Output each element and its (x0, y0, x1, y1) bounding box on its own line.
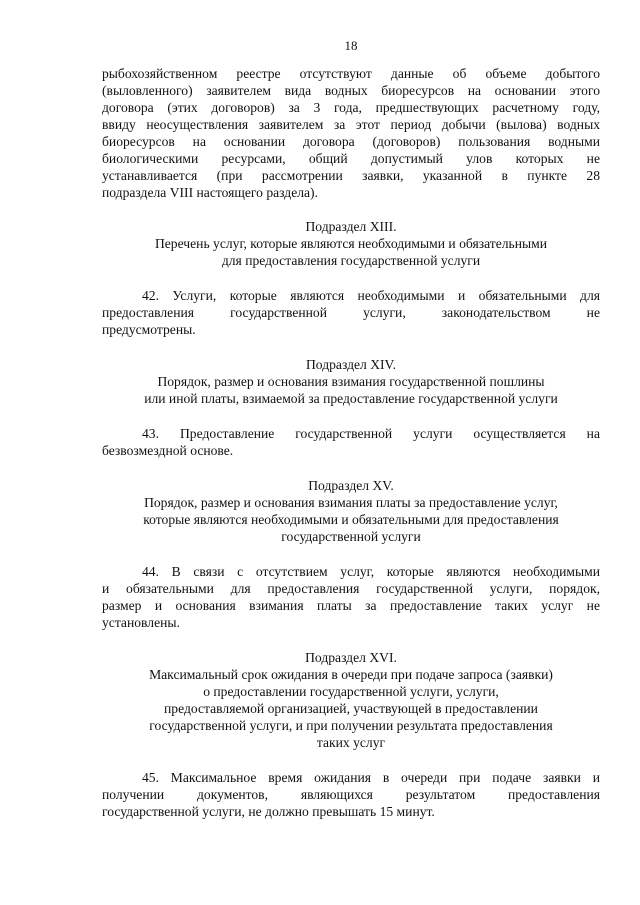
section-heading (102, 477, 600, 545)
section-title-line: для предоставления государственной услуги (221, 253, 481, 268)
paragraph-line: 42. Услуги, которые являются необходимыми и обязательными для (142, 288, 600, 303)
paragraph-line: предоставления государственной услуги, законодательством не (102, 305, 600, 320)
page-number: 18 (344, 38, 358, 53)
section-title-line: Максимальный срок ожидания в очереди при подаче запроса (заявки) (149, 667, 553, 682)
paragraph-line: ввиду неосуществления заявителем за этот период добычи (вылова) водных (102, 117, 600, 132)
subsection-label: Подраздел XIII. (305, 219, 397, 234)
paragraph-line: государственной услуги, не должно превышать 15 минут. (102, 804, 435, 819)
section-title-line: государственной услуги, и при получении результата предоставления (149, 718, 553, 733)
subsection-label: Подраздел XVI. (305, 650, 397, 665)
paragraph-line: рыбохозяйственном реестре отсутствуют данные об объеме добытого (102, 66, 600, 81)
paragraph-line: и обязательными для предоставления государственной услуги, порядок, (102, 581, 600, 596)
paragraph-line: 44. В связи с отсутствием услуг, которые являются необходимыми (142, 564, 600, 579)
section-title-line: или иной платы, взимаемой за предоставление государственной услуги (144, 391, 558, 406)
paragraph-line: (выловленного) заявителем вида водных биоресурсов на основании этого (102, 83, 600, 98)
section-title-line: которые являются необходимыми и обязательными для предоставления (143, 512, 559, 527)
section-title-line: Перечень услуг, которые являются необходимыми и обязательными (154, 236, 548, 251)
paragraph-43 (102, 425, 600, 459)
paragraph-line: предусмотрены. (102, 322, 196, 337)
section-title-line: Порядок, размер и основания взимания государственной пошлины (157, 374, 545, 389)
paragraph-line: биологическими ресурсами, общий допустимый улов которых не (102, 151, 600, 166)
continuation-paragraph (102, 65, 600, 201)
section-title-line: Порядок, размер и основания взимания платы за предоставление услуг, (144, 495, 558, 510)
section-title-line: государственной услуги (281, 529, 421, 544)
document-page (102, 38, 600, 820)
paragraph-line: 45. Максимальное время ожидания в очереди при подаче заявки и (142, 770, 600, 785)
paragraph-42 (102, 287, 600, 338)
paragraph-44 (102, 563, 600, 631)
section-title-line: о предоставлении государственной услуги, услуги, (203, 684, 499, 699)
paragraph-line: биоресурсов на основании договора (договоров) пользования водными (102, 134, 600, 149)
paragraph-45 (102, 769, 600, 820)
paragraph-line: устанавливается (при рассмотрении заявки, указанной в пункте 28 (102, 168, 600, 183)
paragraph-line: 43. Предоставление государственной услуги осуществляется на (142, 426, 600, 441)
subsection-label: Подраздел XIV. (305, 357, 397, 372)
paragraph-line: безвозмездной основе. (102, 443, 234, 458)
section-heading (102, 218, 600, 269)
paragraph-line: установлены. (102, 615, 180, 630)
paragraph-line: получении документов, являющихся результатом предоставления (102, 787, 600, 802)
section-heading (102, 356, 600, 407)
section-title-line: предоставляемой организацией, участвующей в предоставлении (164, 701, 538, 716)
paragraph-line: договора (этих договоров) за 3 года, предшествующих расчетному году, (102, 100, 600, 115)
paragraph-line: подраздела VIII настоящего раздела). (102, 185, 318, 200)
section-title-line: таких услуг (316, 735, 386, 750)
paragraph-line: размер и основания взимания платы за предоставление таких услуг не (102, 598, 600, 613)
subsection-label: Подраздел XV. (308, 478, 394, 493)
section-heading (102, 649, 600, 751)
